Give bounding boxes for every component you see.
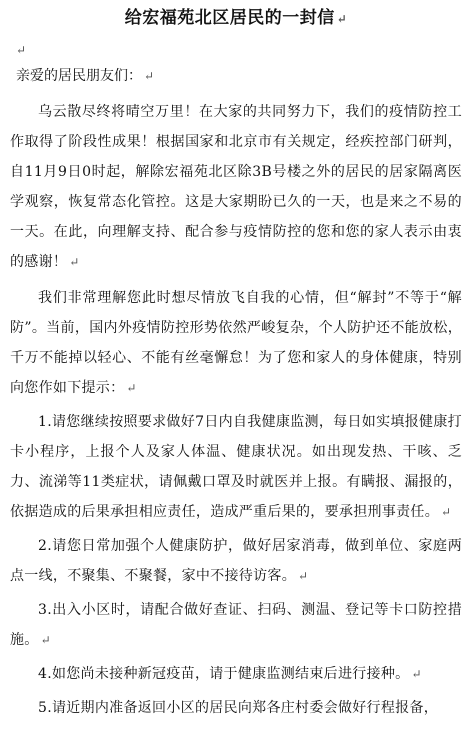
blank-line [10,39,462,61]
paragraph-text: 5.请近期内准备返回小区的居民向郑各庄村委会做好行程报备， [38,700,439,716]
paragraph-mark-icon: ↵ [411,667,422,681]
list-item-2 [10,531,462,591]
paragraph-mark-icon: ↵ [441,505,452,519]
paragraph-mark-icon: ↵ [40,633,51,647]
paragraph-mark-icon: ↵ [298,569,309,583]
letter-title-text: 给宏福苑北区居民的一封信 [124,8,335,28]
paragraph-intro [10,97,462,277]
paragraph-text: 1.请您继续按照要求做好7日内自我健康监测，每日如实填报健康打卡小程序，上报个人及家人体温、健康状况。如出现发热、干咳、乏力、流涕等11类症状，请佩戴口罩及时就医并上报。有瞒报、漏报的，依据造成的后果承担相应责任，造成严重后果的，要承担刑事责任。 [10,414,462,520]
letter-title [10,6,462,31]
paragraph-text: 乌云散尽终将晴空万里！在大家的共同努力下，我们的疫情防控工作取得了阶段性成果！根据国家和北京市有关规定，经疾控部门研判，自11月9日0时起，解除宏福苑北区除3B号楼之外的居民的居家隔离医学观察，恢复常态化管控。这是大家期盼已久的一天，也是来之不易的一天。在此，向理解支持、配合参与疫情防控的您和您的家人表示由衷的感谢！ [10,104,462,270]
salutation-text: 亲爱的居民朋友们： [16,68,142,84]
salutation [10,61,462,91]
paragraph-mark-icon: ↵ [336,12,348,26]
paragraph-reminder [10,283,462,403]
paragraph-mark-icon: ↵ [16,43,27,57]
paragraph-text: 3.出入小区时，请配合做好查证、扫码、测温、登记等卡口防控措施。 [10,602,462,648]
paragraph-text: 2.请您日常加强个人健康防护，做好居家消毒，做到单位、家庭两点一线，不聚集、不聚餐，家中不接待访客。 [10,538,462,584]
list-item-5 [10,693,462,723]
list-item-3 [10,595,462,655]
paragraph-text: 4.如您尚未接种新冠疫苗，请于健康监测结束后进行接种。 [38,666,410,682]
list-item-1 [10,407,462,527]
paragraph-text: 我们非常理解您此时想尽情放飞自我的心情，但“解封”不等于“解防”。当前，国内外疫情防控形势依然严峻复杂，个人防护还不能放松，千万不能掉以轻心、不能有丝毫懈怠！为了您和家人的身体健康，特别向您作如下提示： [10,290,462,396]
list-item-4 [10,659,462,689]
paragraph-mark-icon: ↵ [69,255,80,269]
paragraph-mark-icon: ↵ [144,69,155,83]
paragraph-mark-icon: ↵ [126,381,137,395]
